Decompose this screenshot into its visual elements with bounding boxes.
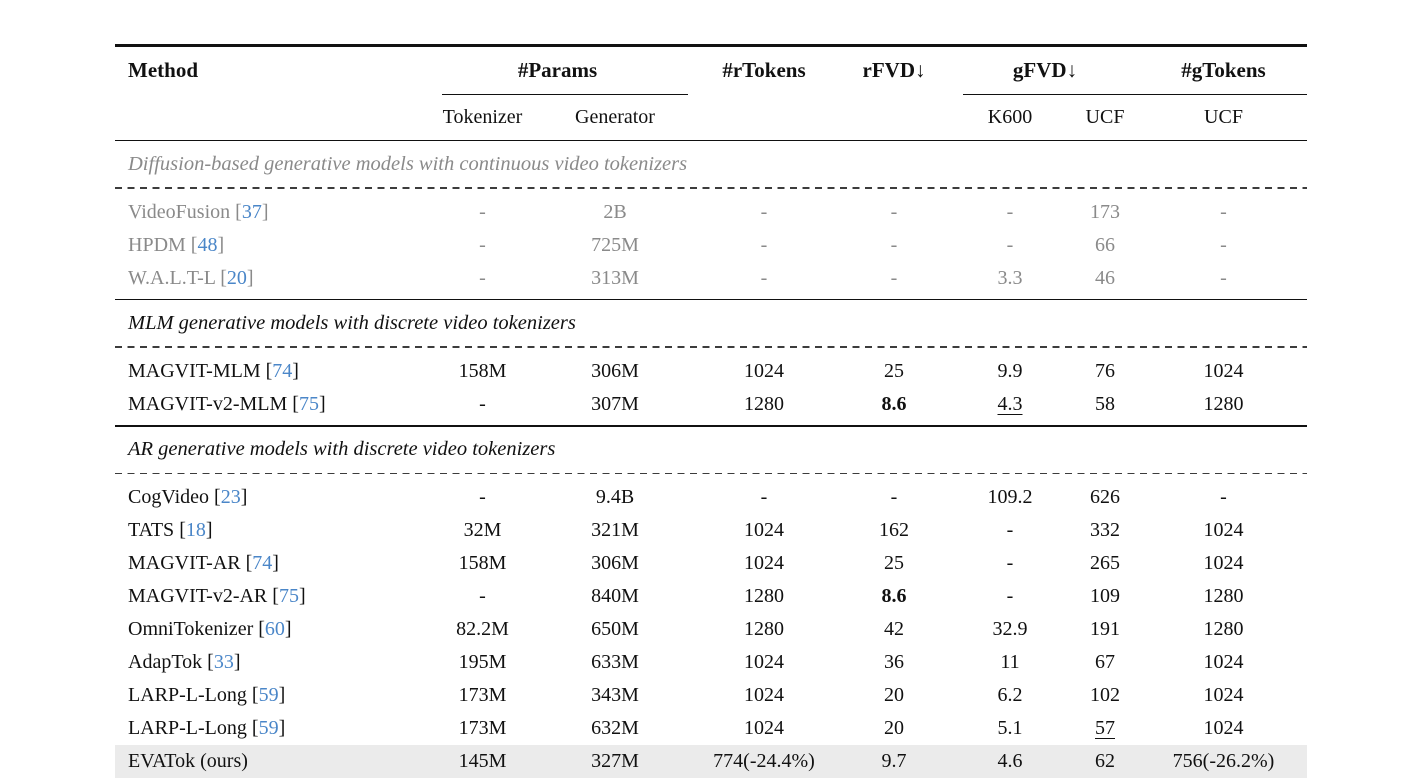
generator-params-cell: 327M — [591, 750, 639, 773]
gtokens-cell: 756(-26.2%) — [1172, 750, 1275, 773]
gtokens-cell: - — [1220, 233, 1227, 256]
generator-params-cell: 840M — [591, 585, 639, 608]
citation-link[interactable]: 48 — [197, 233, 218, 256]
gfvd-ucf-cell: 626 — [1090, 486, 1120, 509]
citation-bracket: [59] — [246, 717, 286, 740]
col-header-rfvd: rFVD↓ — [862, 57, 926, 82]
citation-link[interactable]: 74 — [252, 552, 273, 575]
tokenizer-params-cell: 32M — [463, 519, 502, 542]
gtokens-cell: 1024 — [1203, 519, 1244, 542]
method-name: TATS — [128, 519, 175, 542]
citation-link[interactable]: 23 — [220, 486, 241, 509]
col-header-rtokens: #rTokens — [722, 57, 806, 82]
gtokens-cell: 1024 — [1203, 552, 1244, 575]
rtokens-cell: - — [760, 486, 768, 509]
citation-bracket: [33] — [202, 651, 241, 674]
citation-bracket: [60] — [253, 618, 292, 641]
table-row — [115, 229, 1307, 262]
rfvd-cell: 20 — [884, 684, 904, 707]
section-title: MLM generative models with discrete video tokenizers — [128, 311, 576, 334]
table-row — [115, 646, 1307, 679]
rfvd-cell: - — [890, 486, 898, 509]
gfvd-ucf-cell: 102 — [1090, 684, 1120, 707]
tokenizer-params-cell: 173M — [458, 717, 507, 740]
rtokens-cell: 1280 — [744, 618, 784, 641]
table-row — [115, 355, 1307, 388]
gfvd-k600-cell: 32.9 — [992, 618, 1028, 641]
method-name: EVATok (ours) — [128, 750, 248, 773]
method-name: MAGVIT-v2-MLM — [128, 393, 288, 416]
gtokens-cell: - — [1220, 486, 1227, 509]
rtokens-cell: 1024 — [744, 552, 784, 575]
generator-params-cell: 632M — [591, 717, 639, 740]
citation-bracket: [20] — [215, 266, 254, 289]
citation-link[interactable]: 59 — [258, 717, 279, 740]
rtokens-cell: 1024 — [744, 651, 784, 674]
tokenizer-params-cell: 195M — [458, 651, 507, 674]
gfvd-ucf-cell: 265 — [1090, 552, 1120, 575]
rfvd-cell: - — [890, 200, 898, 223]
gfvd-k600-cell: 4.3 — [997, 393, 1023, 416]
gtokens-cell: 1024 — [1203, 684, 1244, 707]
tokenizer-params-cell: - — [479, 266, 486, 289]
gfvd-ucf-cell: 109 — [1090, 585, 1120, 608]
gfvd-ucf-cell: 173 — [1090, 200, 1120, 223]
gfvd-ucf-cell: 67 — [1095, 651, 1115, 674]
gfvd-k600-cell: 4.6 — [997, 750, 1023, 773]
method-cell — [115, 229, 425, 262]
citation-link[interactable]: 75 — [278, 585, 299, 608]
method-name: MAGVIT-AR — [128, 552, 241, 575]
rfvd-cell: - — [890, 266, 898, 289]
rfvd-cell: 36 — [884, 651, 904, 674]
rfvd-cell: 20 — [884, 717, 904, 740]
table-row — [115, 514, 1307, 547]
table-header-row-1 — [115, 47, 1307, 94]
method-cell — [115, 547, 425, 580]
generator-params-cell: 321M — [591, 519, 639, 542]
method-cell — [115, 262, 425, 295]
gfvd-ucf-cell: 46 — [1095, 266, 1115, 289]
method-name: MAGVIT-v2-AR — [128, 585, 268, 608]
generator-params-cell: 306M — [591, 360, 639, 383]
method-cell — [115, 514, 425, 547]
gfvd-ucf-cell: 66 — [1095, 233, 1115, 256]
generator-params-cell: 306M — [591, 552, 639, 575]
generator-params-cell: 633M — [591, 651, 639, 674]
method-cell — [115, 646, 425, 679]
method-cell — [115, 613, 425, 646]
citation-bracket: [37] — [230, 200, 269, 223]
gtokens-cell: 1280 — [1203, 585, 1244, 608]
table-row — [115, 262, 1307, 295]
generator-params-cell: 2B — [603, 200, 627, 223]
citation-bracket: [74] — [240, 552, 279, 575]
tokenizer-params-cell: - — [479, 393, 486, 416]
citation-link[interactable]: 37 — [241, 200, 262, 223]
subheader-k600: K600 — [987, 106, 1033, 129]
params-midrule — [442, 94, 688, 95]
citation-link[interactable]: 74 — [272, 360, 293, 383]
rfvd-cell: 9.7 — [881, 750, 907, 773]
section-title: AR generative models with discrete video tokenizers — [128, 438, 556, 461]
tokenizer-params-cell: 145M — [458, 750, 507, 773]
method-cell — [115, 745, 425, 778]
table-row — [115, 547, 1307, 580]
gfvd-k600-cell: - — [1006, 585, 1014, 608]
gfvd-ucf-cell: 62 — [1095, 750, 1115, 773]
gfvd-k600-cell: - — [1006, 233, 1014, 256]
table-row — [115, 196, 1307, 229]
results-table — [115, 0, 1307, 782]
gfvd-k600-cell: - — [1006, 200, 1014, 223]
rtokens-cell: - — [760, 266, 768, 289]
rtokens-cell: 1024 — [744, 519, 784, 542]
citation-bracket: [48] — [185, 233, 225, 256]
generator-params-cell: 313M — [591, 266, 639, 289]
method-name: AdapTok — [128, 651, 203, 674]
citation-link[interactable]: 59 — [258, 684, 279, 707]
citation-bracket: [74] — [260, 360, 299, 383]
citation-link[interactable]: 20 — [226, 266, 247, 289]
section-rows — [115, 189, 1307, 299]
citation-link[interactable]: 33 — [213, 651, 234, 674]
table-body — [115, 141, 1307, 782]
rtokens-cell: - — [760, 233, 768, 256]
gfvd-ucf-cell: 191 — [1090, 618, 1120, 641]
table-row — [115, 388, 1307, 421]
table-section — [115, 300, 1307, 425]
citation-bracket: [18] — [174, 519, 213, 542]
tokenizer-params-cell: 173M — [458, 684, 507, 707]
section-rows — [115, 348, 1307, 425]
tokenizer-params-cell: - — [479, 200, 486, 223]
method-cell — [115, 712, 425, 745]
tokenizer-params-cell: 158M — [458, 360, 507, 383]
table-row — [115, 745, 1307, 778]
gfvd-gtokens-midrule — [963, 94, 1307, 95]
gtokens-cell: 1280 — [1203, 393, 1244, 416]
rtokens-cell: 1280 — [744, 585, 784, 608]
method-name: CogVideo — [128, 486, 210, 509]
rtokens-cell: 1024 — [744, 717, 784, 740]
rtokens-cell: - — [760, 200, 768, 223]
method-cell — [115, 196, 425, 229]
col-header-gtokens: #gTokens — [1181, 57, 1266, 82]
col-header-params: #Params — [517, 57, 598, 82]
generator-params-cell: 650M — [591, 618, 639, 641]
gtokens-cell: - — [1220, 200, 1227, 223]
tokenizer-params-cell: - — [479, 486, 486, 509]
gfvd-ucf-cell: 332 — [1090, 519, 1120, 542]
rfvd-cell: 42 — [884, 618, 904, 641]
gfvd-ucf-cell: 57 — [1095, 717, 1115, 740]
rtokens-cell: 1280 — [744, 393, 784, 416]
subheader-generator: Generator — [575, 106, 655, 129]
method-cell — [115, 679, 425, 712]
table-header-row-2 — [115, 96, 1307, 140]
table-row — [115, 712, 1307, 745]
gtokens-cell: 1024 — [1203, 360, 1244, 383]
subheader-tokenizer: Tokenizer — [442, 106, 523, 129]
gtokens-cell: 1024 — [1203, 717, 1244, 740]
gtokens-cell: - — [1220, 266, 1227, 289]
rfvd-cell: - — [890, 233, 898, 256]
gfvd-ucf-cell: 58 — [1095, 393, 1115, 416]
gtokens-cell: 1024 — [1203, 651, 1244, 674]
table-row — [115, 613, 1307, 646]
gfvd-k600-cell: 5.1 — [997, 717, 1023, 740]
gfvd-ucf-cell: 76 — [1095, 360, 1115, 383]
method-cell — [115, 388, 425, 421]
gfvd-k600-cell: 11 — [1000, 651, 1020, 674]
rfvd-cell: 162 — [879, 519, 909, 542]
table-section — [115, 427, 1307, 782]
gfvd-k600-cell: 109.2 — [987, 486, 1033, 509]
section-title: Diffusion-based generative models with continuous video tokenizers — [128, 152, 688, 175]
gfvd-k600-cell: 9.9 — [997, 360, 1023, 383]
gfvd-k600-cell: 3.3 — [997, 266, 1023, 289]
method-name: OmniTokenizer — [128, 618, 254, 641]
col-header-method: Method — [128, 57, 198, 82]
generator-params-cell: 343M — [591, 684, 639, 707]
rtokens-cell: 774(-24.4%) — [713, 750, 815, 773]
citation-link[interactable]: 75 — [298, 393, 319, 416]
tokenizer-params-cell: - — [479, 585, 486, 608]
generator-params-cell: 307M — [591, 393, 639, 416]
table-row — [115, 679, 1307, 712]
table-section — [115, 141, 1307, 299]
tokenizer-params-cell: - — [479, 233, 486, 256]
citation-bracket: [59] — [246, 684, 286, 707]
method-name: LARP-L-Long — [128, 717, 247, 740]
rtokens-cell: 1024 — [744, 684, 784, 707]
gtokens-cell: 1280 — [1203, 618, 1244, 641]
rtokens-cell: 1024 — [744, 360, 784, 383]
section-rows — [115, 474, 1307, 782]
method-name: MAGVIT-MLM — [128, 360, 261, 383]
tokenizer-params-cell: 82.2M — [456, 618, 509, 641]
subheader-ucf-gfvd: UCF — [1085, 106, 1125, 129]
citation-bracket: [75] — [267, 585, 306, 608]
rfvd-cell: 8.6 — [881, 393, 907, 416]
gfvd-k600-cell: - — [1006, 519, 1014, 542]
table-row — [115, 580, 1307, 613]
citation-bracket: [23] — [209, 486, 248, 509]
header-midrules — [115, 94, 1307, 96]
tokenizer-params-cell: 158M — [458, 552, 507, 575]
method-name: LARP-L-Long — [128, 684, 247, 707]
subheader-ucf-gtokens: UCF — [1204, 106, 1243, 129]
method-cell — [115, 580, 425, 613]
citation-link[interactable]: 60 — [264, 618, 285, 641]
method-name: HPDM — [128, 233, 186, 256]
rfvd-cell: 25 — [884, 552, 904, 575]
gfvd-k600-cell: 6.2 — [997, 684, 1023, 707]
citation-bracket: [75] — [287, 393, 326, 416]
col-header-gfvd: gFVD↓ — [1012, 57, 1078, 82]
generator-params-cell: 9.4B — [595, 486, 635, 509]
method-name: VideoFusion — [128, 200, 231, 223]
method-cell — [115, 481, 425, 514]
rfvd-cell: 25 — [884, 360, 904, 383]
method-cell — [115, 355, 425, 388]
citation-link[interactable]: 18 — [185, 519, 206, 542]
gfvd-k600-cell: - — [1006, 552, 1014, 575]
method-name: W.A.L.T-L — [128, 266, 216, 289]
rfvd-cell: 8.6 — [881, 585, 907, 608]
generator-params-cell: 725M — [591, 233, 639, 256]
table-row — [115, 481, 1307, 514]
